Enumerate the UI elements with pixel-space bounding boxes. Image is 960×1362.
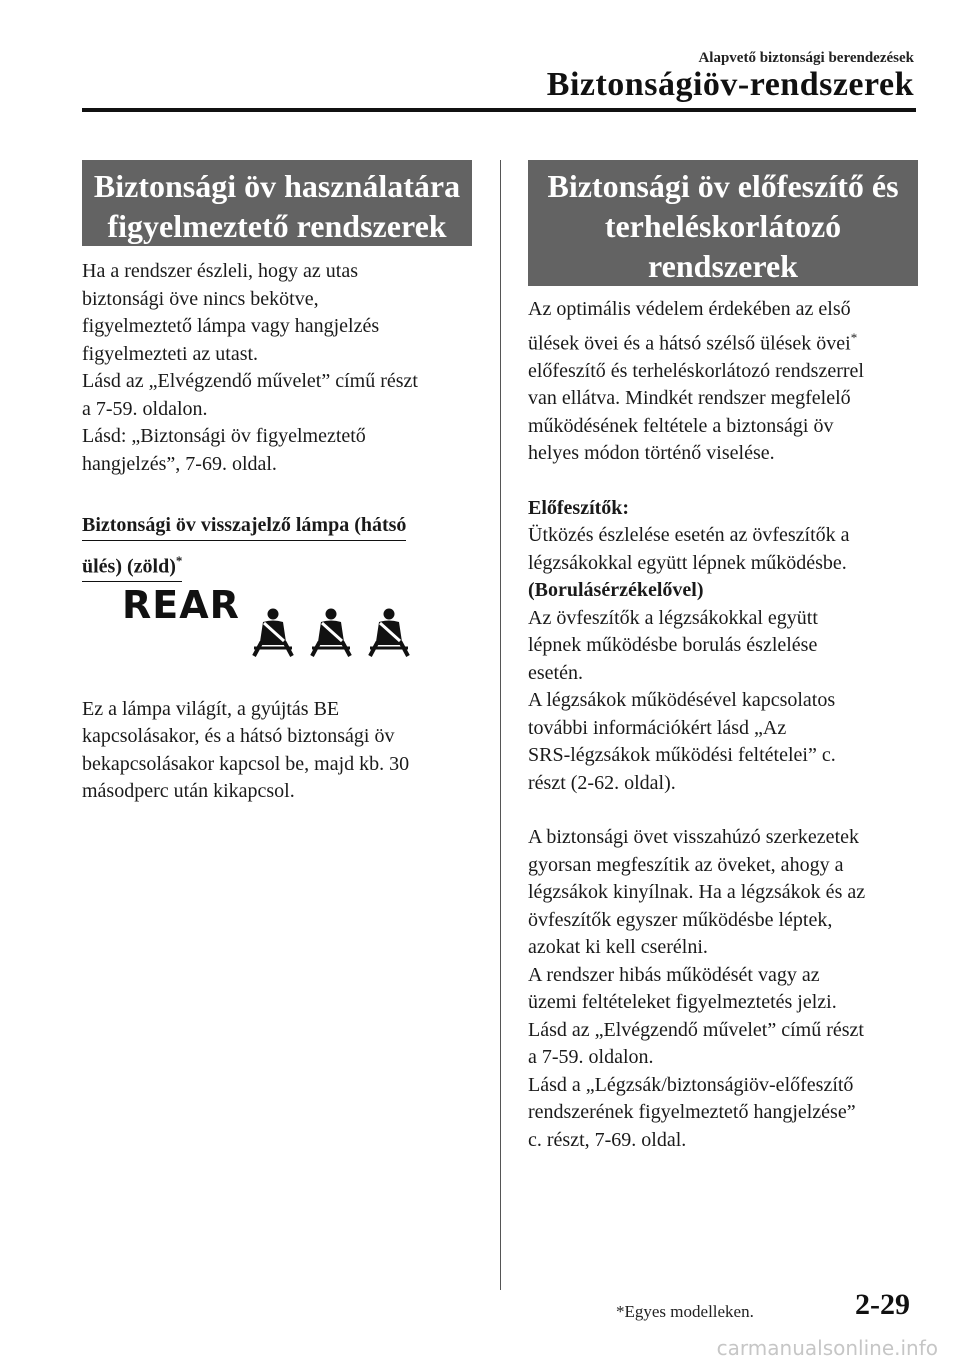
header-section: Alapvető biztonsági berendezések (698, 50, 914, 66)
text-line: Ha a rendszer észleli, hogy az utas (82, 260, 358, 282)
text-line: bekapcsolásakor kapcsol be, majd kb. 30 (82, 752, 410, 775)
text-line: A biztonsági övet visszahúzó szerkezetek (528, 826, 859, 849)
retractor-section (528, 824, 918, 1154)
left-intro (82, 258, 472, 478)
text-line: azokat ki kell cserélni. (528, 936, 708, 959)
text-line: Lásd: „Biztonsági öv figyelmeztető (82, 425, 366, 447)
text-line: lépnek működésbe borulás észlelése (528, 634, 818, 657)
watermark: carmanualsonline.info (716, 1336, 938, 1360)
text-line: Lásd az „Elvégzendő művelet” című részt (82, 370, 418, 392)
text-line: előfeszítő és terheléskorlátozó rendszerrel (528, 359, 864, 382)
right-banner-line-1: Biztonsági öv előfeszítő és (547, 168, 899, 204)
text-line: rendszerének figyelmeztető hangjelzése” (528, 1101, 856, 1124)
text-line: c. részt, 7-69. oldal. (528, 1128, 687, 1151)
right-section-banner (528, 160, 918, 286)
text-line: A rendszer hibás működését vagy az (528, 963, 820, 986)
model-footnote-mark: * (850, 329, 858, 345)
text-line: légzsákok kinyílnak. Ha a légzsákok és az (528, 881, 866, 904)
left-banner-line-2: figyelmeztető rendszerek (107, 208, 447, 244)
page-number: 2-29 (855, 1288, 910, 1321)
subheading-line-1: Biztonsági öv visszajelző lámpa (hátsó (82, 512, 406, 541)
rollover-title: (Borulásérzékelővel) (528, 579, 704, 602)
right-banner-line-2: terheléskorlátozó (604, 208, 842, 244)
text-line: van ellátva. Mindkét rendszer megfelelő (528, 387, 851, 410)
header-rule (82, 108, 916, 112)
right-column (528, 160, 918, 1154)
text-line: SRS-légzsákok működési feltételei” c. (528, 744, 836, 767)
left-banner-line-1: Biztonsági öv használatára (93, 168, 461, 204)
text-line: kapcsolásakor, és a hátsó biztonsági öv (82, 725, 395, 748)
seatbelt-center-icon (308, 608, 354, 658)
text-line: további információkért lásd „Az (528, 716, 787, 739)
right-intro (528, 296, 918, 468)
indicator-subheading (82, 512, 472, 582)
text-line: a 7-59. oldalon. (528, 1046, 654, 1069)
text-line: Az övfeszítők a légzsákokkal együtt (528, 606, 818, 629)
seatbelt-left-icon (250, 608, 296, 658)
subheading-line-2 (82, 547, 182, 582)
text-line: légzsákokkal együtt lépnek működésbe. (528, 551, 847, 574)
indicator-description (82, 696, 472, 806)
text-line: Lásd a „Légzsák/biztonságiöv-előfeszítő (528, 1073, 854, 1096)
rear-label: REAR (122, 582, 240, 627)
footnote: *Egyes modelleken. (616, 1302, 754, 1321)
text-line: a 7-59. oldalon. (82, 397, 208, 420)
text-line: üzemi feltételeket figyelmeztetés jelzi. (528, 991, 837, 1014)
text-line: másodperc után kikapcsol. (82, 780, 295, 803)
text-line: figyelmeztető lámpa vagy hangjelzés (82, 315, 380, 337)
text-line: hangjelzés”, 7-69. oldal. (82, 452, 277, 475)
text-line: övfeszítők egyszer működésbe léptek, (528, 908, 833, 931)
text-line: Az optimális védelem érdekében az első (528, 298, 851, 320)
text-line: gyorsan megfeszítik az öveket, ahogy a (528, 853, 844, 876)
text-line: esetén. (528, 661, 583, 684)
rear-seatbelt-indicator (82, 582, 472, 682)
subheading-line-2-text: ülés) (zöld) (82, 555, 176, 578)
column-divider (500, 160, 501, 1290)
text-line: figyelmezteti az utast. (82, 342, 259, 365)
text-line: A légzsákok működésével kapcsolatos (528, 689, 836, 712)
text-line: Ez a lámpa világít, a gyújtás BE (82, 697, 340, 720)
right-banner-line-3: rendszerek (648, 248, 798, 284)
page-title: Biztonságiöv-rendszerek (546, 66, 914, 103)
text-line: ülések övei és a hátsó szélső ülések övei (528, 332, 851, 355)
text-line: biztonsági öve nincs bekötve, (82, 287, 319, 310)
text-line-with-mark (528, 324, 918, 358)
pretensioner-section (528, 495, 918, 798)
model-footnote-mark: * (175, 552, 183, 568)
text-line: működésének feltétele a biztonsági öv (528, 414, 834, 437)
left-column (82, 160, 472, 806)
text-line: Ütközés észlelése esetén az övfeszítők a (528, 524, 850, 547)
text-line: részt (2-62. oldal). (528, 771, 676, 794)
text-line: helyes módon történő viselése. (528, 442, 775, 465)
text-line: Lásd az „Elvégzendő művelet” című részt (528, 1018, 864, 1041)
left-section-banner (82, 160, 472, 246)
seatbelt-right-icon (366, 608, 412, 658)
pretensioner-title: Előfeszítők: (528, 496, 630, 519)
